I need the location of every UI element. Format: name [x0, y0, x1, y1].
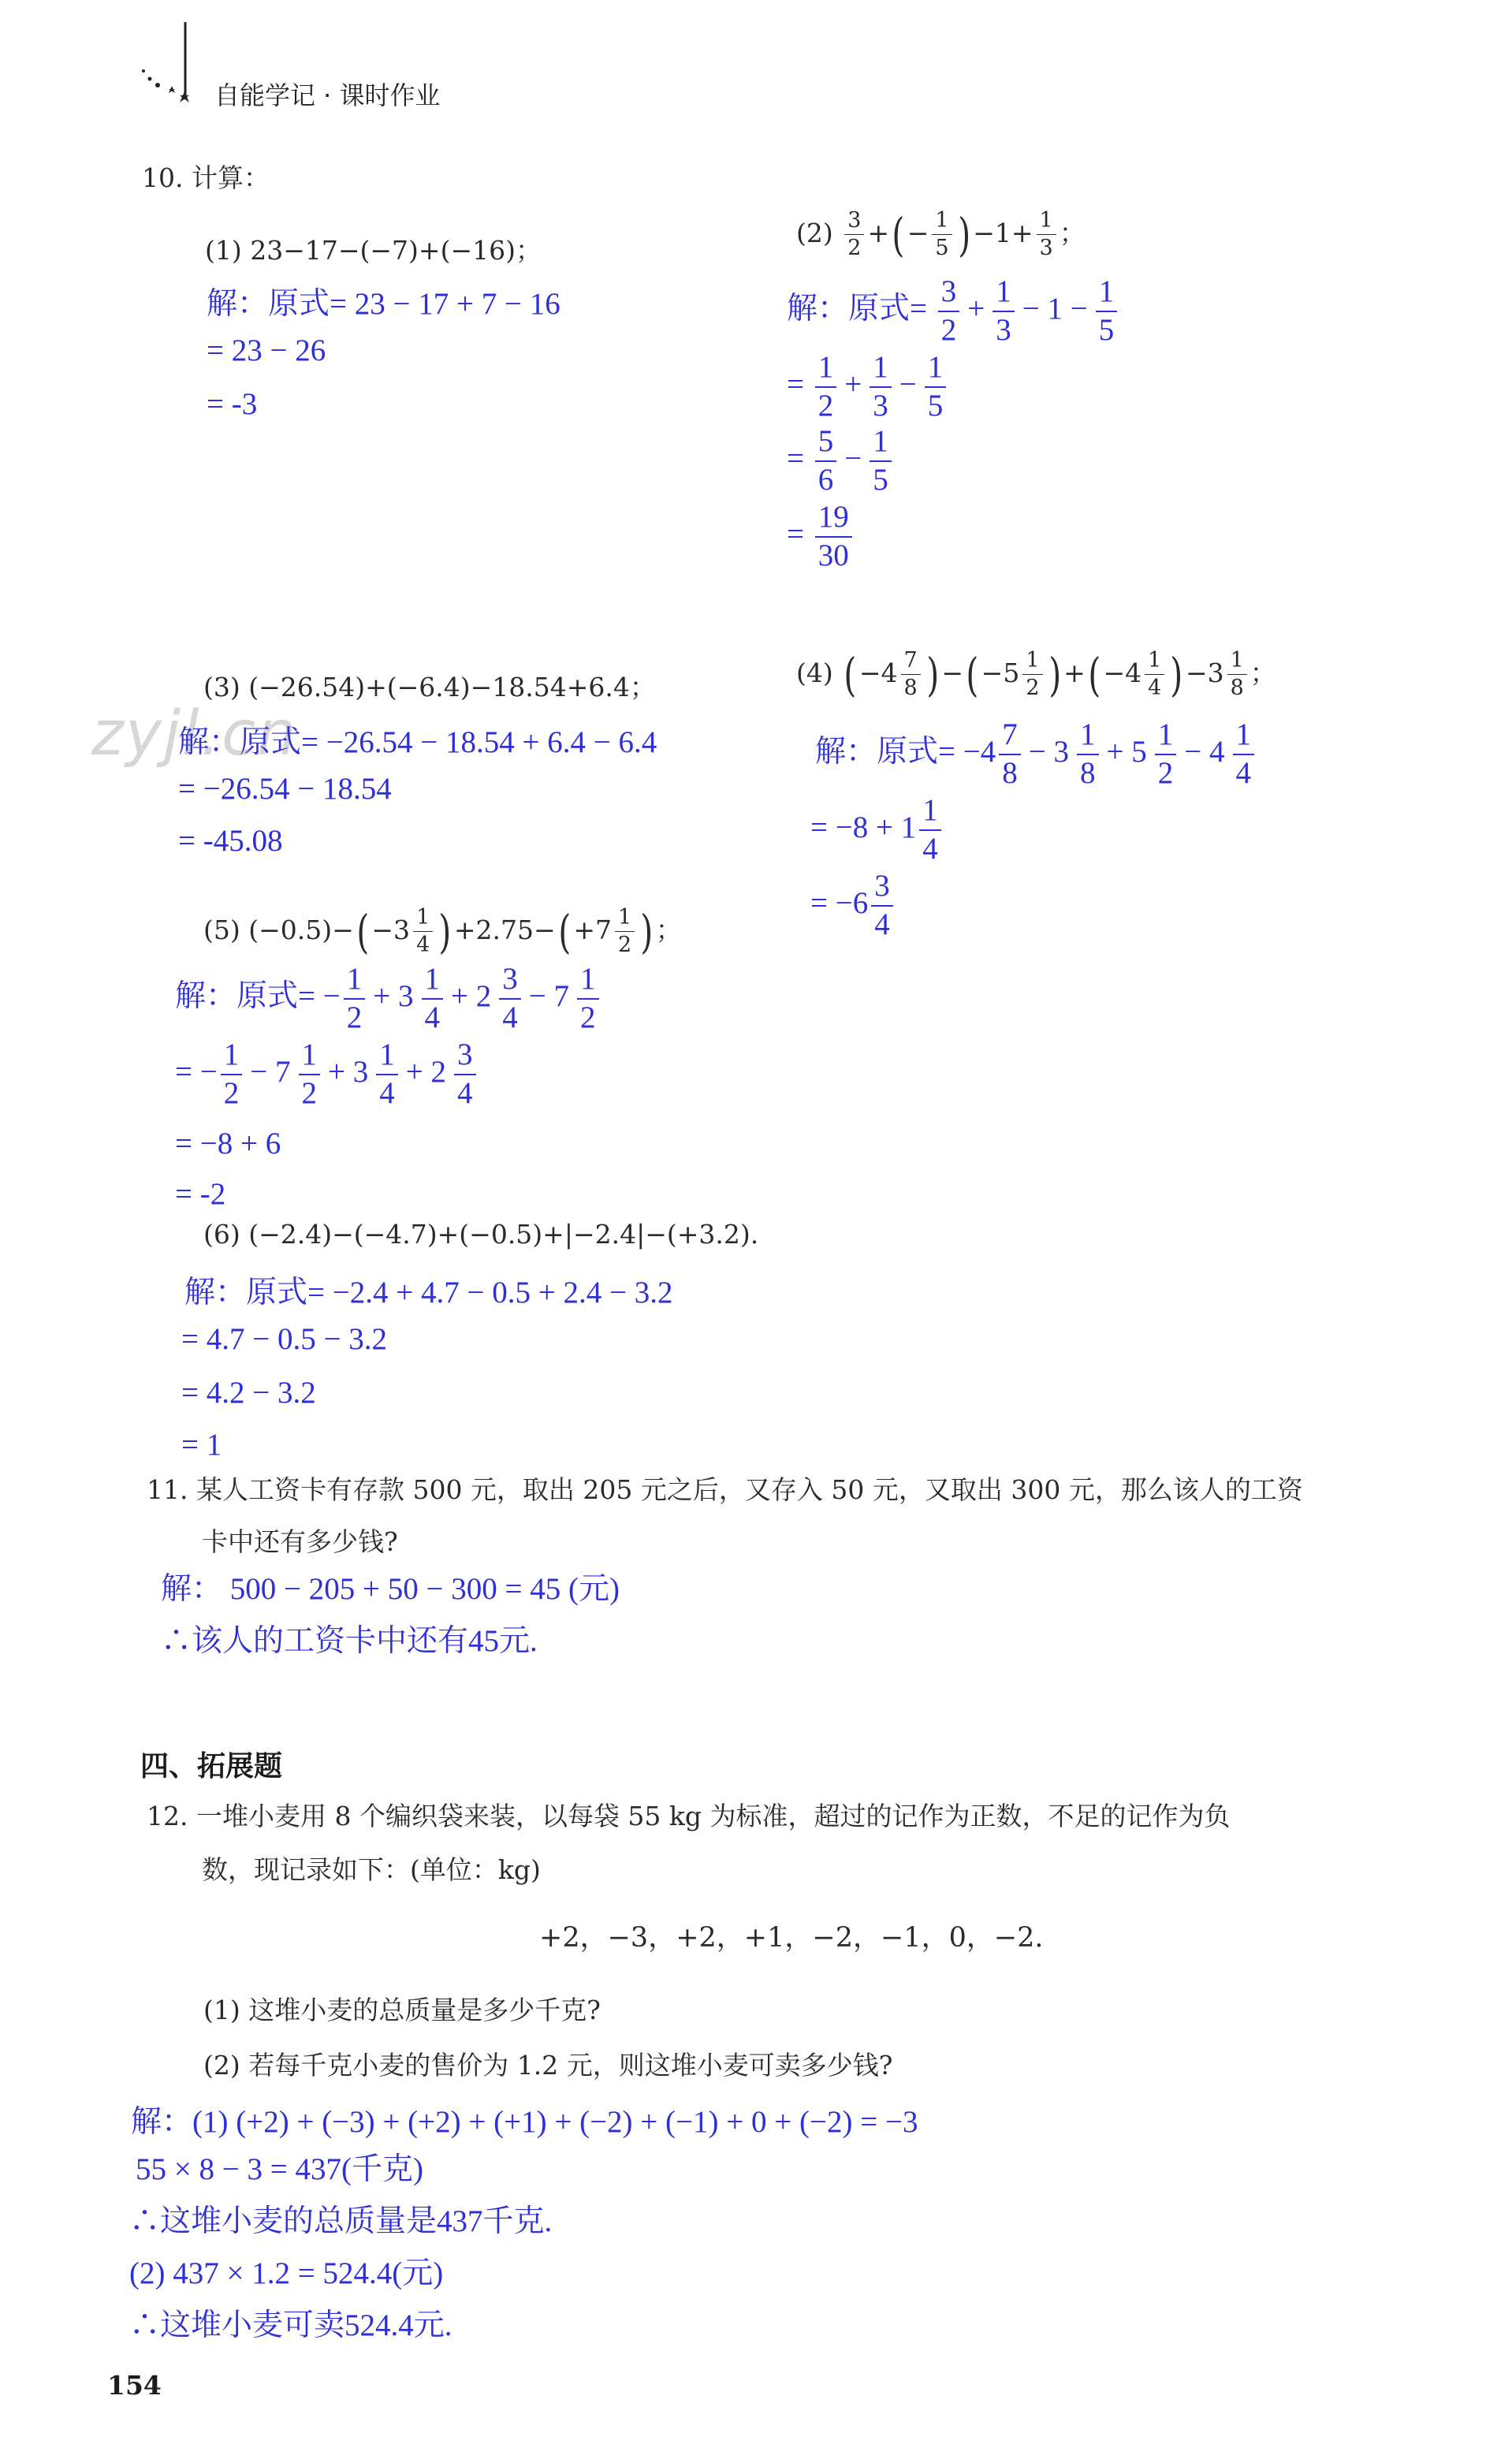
q10-part5-solution-line2: = − $\frac{1}{2}$ − 7 $\frac{1}{2}$ + 3 $\frac{1}{4}$ + 2 $\frac{3}{4}$	[175, 1039, 479, 1110]
q11-solution-line2: ∴该人的工资卡中还有45元.	[161, 1624, 538, 1658]
q10-part1-prompt: (1) 23−17−(−7)+(−16)；	[205, 235, 542, 266]
q12-solution-line2: 55 × 8 − 3 = 437(千克)	[136, 2152, 423, 2186]
q10-part4-solution-line3: = −6 $\frac{3}{4}$	[810, 870, 896, 941]
q10-part2-prompt: (2) $\frac{3}{2}$ +( − $\frac{1}{5}$ ) −1+ $\frac{1}{3}$ ；	[796, 207, 1086, 262]
q10-part3-solution-line2: = −26.54 − 18.54	[178, 772, 392, 806]
q10-part5-solution-line4: = -2	[175, 1177, 226, 1211]
q10-part5-prompt: (5) (−0.5)−( −3 $\frac{1}{4}$ ) +2.75−( +7 $\frac{1}{2}$ ) ；	[203, 904, 682, 959]
q10-part3-solution-line1: 解：原式= −26.54 − 18.54 + 6.4 − 6.4	[178, 725, 657, 759]
q12-sub2: (2) 若每千克小麦的售价为 1.2 元，则这堆小麦可卖多少钱?	[203, 2050, 893, 2081]
q10-part1-solution-line3: = -3	[207, 387, 258, 421]
question-12-line2: 数，现记录如下：(单位：kg)	[202, 1854, 541, 1885]
q10-part1-solution-line1: 解：原式= 23 − 17 + 7 − 16	[207, 287, 560, 321]
q10-part2-solution-line3: = $\frac{5}{6}$ − $\frac{1}{5}$	[787, 426, 895, 497]
page-number: 154	[107, 2370, 162, 2401]
q10-part4-prompt: (4) ( −4 $\frac{7}{8}$ ) −( −5 $\frac{1}{2}$ ) +( −4 $\frac{1}{4}$ ) −3 $\frac{1}{8}$ ；	[796, 647, 1276, 702]
q10-part6-prompt: (6) (−2.4)−(−4.7)+(−0.5)+|−2.4|−(+3.2).	[203, 1219, 759, 1250]
q10-part5-solution-line1: 解：原式= − $\frac{1}{2}$ + 3 $\frac{1}{4}$ + 2 $\frac{3}{4}$ − 7 $\frac{1}{2}$	[175, 963, 602, 1034]
q10-part6-solution-line4: = 1	[181, 1428, 222, 1462]
section-title: 四、拓展题	[140, 1750, 283, 1783]
question-11-line1: 11. 某人工资卡有存款 500 元，取出 205 元之后，又存入 50 元，又取出 300 元，那么该人的工资	[147, 1474, 1303, 1505]
q10-part2-solution-result: = $\frac{19}{30}$	[787, 501, 855, 572]
q12-solution-line4: (2) 437 × 1.2 = 524.4(元)	[129, 2256, 444, 2290]
q12-solution-line5: ∴这堆小麦可卖524.4元.	[129, 2308, 452, 2342]
q10-part3-prompt: (3) (−26.54)+(−6.4)−18.54+6.4；	[203, 672, 656, 702]
q11-solution-line1: 解： 500 − 205 + 50 − 300 = 45 (元)	[161, 1572, 620, 1606]
header-title: 自能学记 · 课时作业	[214, 80, 441, 110]
question-10-label: 10. 计算：	[142, 162, 270, 193]
q10-part2-solution-line1: 解：原式= $\frac{3}{2}$ + $\frac{1}{3}$ − 1 − $\frac{1}{5}$	[787, 276, 1120, 347]
q10-part6-solution-line3: = 4.2 − 3.2	[181, 1376, 316, 1410]
weight-records: +2，−3，+2，+1，−2，−1，0，−2.	[539, 1922, 1044, 1954]
q12-solution-line3: ∴这堆小麦的总质量是437千克.	[129, 2204, 553, 2238]
star-decoration-icon	[134, 20, 205, 107]
watermark: zyjl.cn	[91, 699, 298, 769]
q10-part1-solution-line2: = 23 − 26	[207, 333, 326, 367]
q10-part6-solution-line2: = 4.7 − 0.5 − 3.2	[181, 1322, 387, 1356]
q10-part2-solution-line2: = $\frac{1}{2}$ + $\frac{1}{3}$ − $\frac{1}{5}$	[787, 352, 949, 423]
question-12-line1: 12. 一堆小麦用 8 个编织袋来装，以每袋 55 kg 为标准，超过的记作为正数，不足的记作为负	[147, 1801, 1231, 1831]
q10-part4-solution-line1: 解：原式= −4 $\frac{7}{8}$ − 3 $\frac{1}{8}$ + 5 $\frac{1}{2}$ − 4 $\frac{1}{4}$	[815, 719, 1257, 790]
q10-part6-solution-line1: 解：原式= −2.4 + 4.7 − 0.5 + 2.4 − 3.2	[184, 1276, 673, 1310]
question-11-line2: 卡中还有多少钱?	[202, 1526, 398, 1557]
q12-solution-line1: 解：(1) (+2) + (−3) + (+2) + (+1) + (−2) + (−1) + 0 + (−2) = −3	[131, 2105, 918, 2139]
q10-part3-solution-line3: = -45.08	[178, 824, 283, 858]
q12-sub1: (1) 这堆小麦的总质量是多少千克?	[203, 1995, 601, 2025]
q10-part4-solution-line2: = −8 + 1 $\frac{1}{4}$	[810, 795, 944, 866]
q10-part5-solution-line3: = −8 + 6	[175, 1127, 281, 1161]
